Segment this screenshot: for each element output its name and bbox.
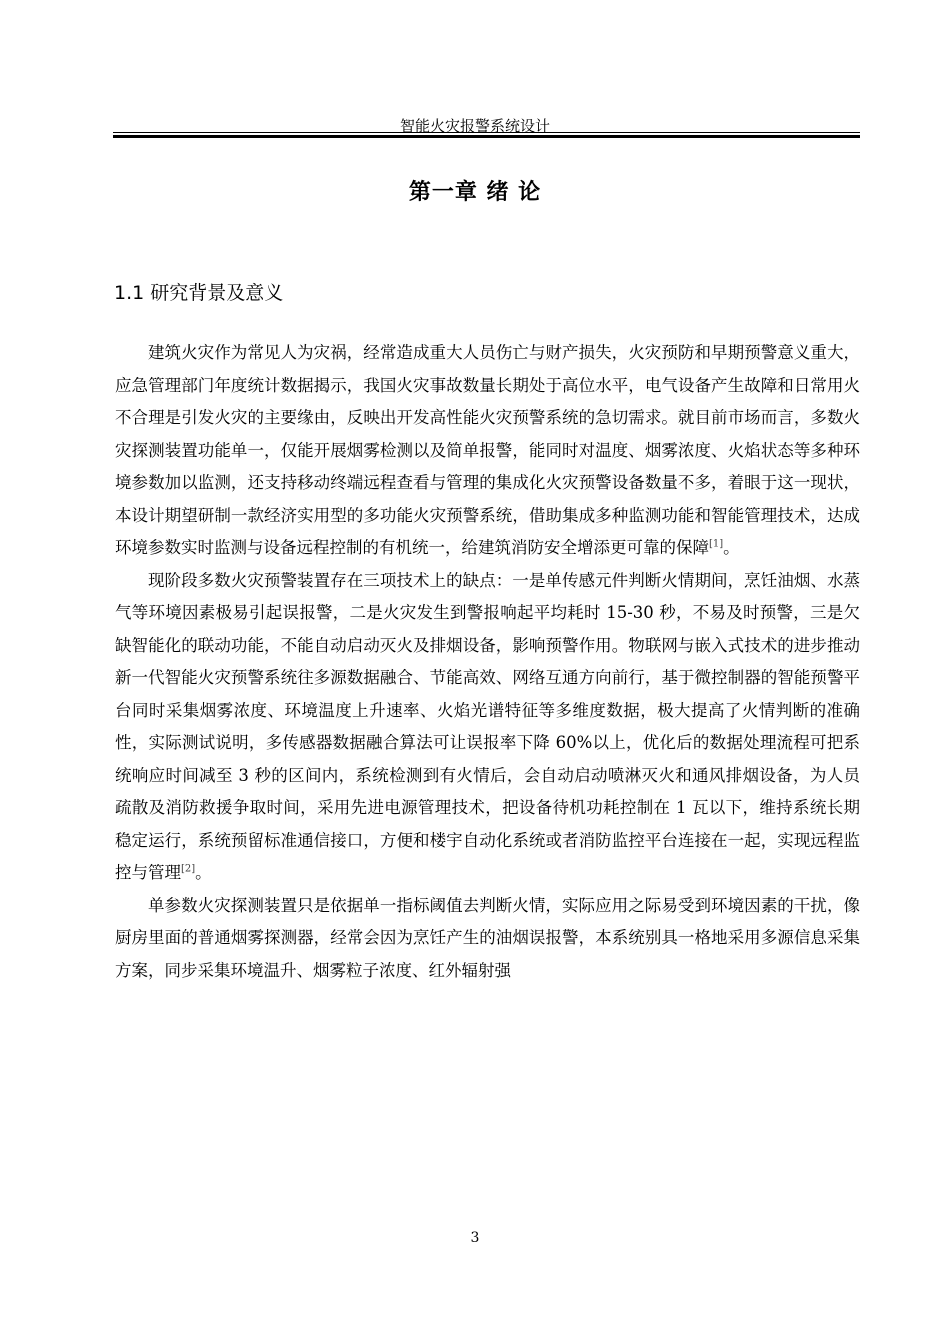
section-title: 1.1 研究背景及意义 bbox=[114, 282, 284, 304]
header-divider-thin bbox=[113, 132, 860, 133]
paragraph bbox=[115, 337, 860, 565]
paragraph-end: 。 bbox=[195, 863, 212, 882]
running-header-title: 智能火灾报警系统设计 bbox=[399, 117, 550, 135]
paragraph-text: 建筑火灾作为常见人为灾祸，经常造成重大人员伤亡与财产损失，火灾预防和早期预警意义重大，应急管理部门年度统计数据揭示，我国火灾事故数量长期处于高位水平，电气设备产生故障和日常用火不合理是引发火灾的主要缘由，反映出开发高性能火灾预警系统的急切需求。就目前市场而言，多数火灾探测装置功能单一，仅能开展烟雾检测以及简单报警，能同时对温度、烟雾浓度、火焰状态等多种环境参数加以监测，还支持移动终端远程查看与管理的集成化火灾预警设备数量不多，着眼于这一现状，本设计期望研制一款经济实用型的多功能火灾预警系统，借助集成多种监测功能和智能管理技术，达成环境参数实时监测与设备远程控制的有机统一，给建筑消防安全增添更可靠的保障 bbox=[115, 343, 860, 557]
page-number: 3 bbox=[470, 1230, 480, 1246]
citation-ref: [2] bbox=[181, 863, 196, 875]
chapter-title: 第一章 绪 论 bbox=[408, 180, 542, 205]
citation-ref: [1] bbox=[709, 538, 724, 550]
header-divider-thick bbox=[113, 135, 860, 138]
paragraph-text: 现阶段多数火灾预警装置存在三项技术上的缺点：一是单传感元件判断火情期间，烹饪油烟、水蒸气等环境因素极易引起误报警，二是火灾发生到警报响起平均耗时 15-30 秒，不易及时预警，三是欠缺智能化的联动功能，不能自动启动灭火及排烟设备，影响预警作用。物联网与嵌入式技术的进步推动新一代智能火灾预警系统往多源数据融合、节能高效、网络互通方向前行，基于微控制器的智能预警平台同时采集烟雾浓度、环境温度上升速率、火焰光谱特征等多维度数据，极大提高了火情判断的准确性，实际测试说明，多传感器数据融合算法可让误报率下降 60%以上，优化后的数据处理流程可把系统响应时间减至 3 秒的区间内，系统检测到有火情后，会自动启动喷淋灭火和通风排烟设备，为人员疏散及消防救援争取时间，采用先进电源管理技术，把设备待机功耗控制在 1 瓦以下，维持系统长期稳定运行，系统预留标准通信接口，方便和楼宇自动化系统或者消防监控平台连接在一起，实现远程监控与管理 bbox=[115, 570, 860, 882]
paragraph bbox=[115, 890, 860, 988]
paragraph-text: 单参数火灾探测装置只是依据单一指标阈值去判断火情，实际应用之际易受到环境因素的干扰，像厨房里面的普通烟雾探测器，经常会因为烹饪产生的油烟误报警，本系统别具一格地采用多源信息采集方案，同步采集环境温升、烟雾粒子浓度、红外辐射强 bbox=[115, 895, 860, 980]
paragraph bbox=[115, 565, 860, 890]
paragraph-end: 。 bbox=[723, 538, 740, 557]
body-text bbox=[115, 337, 860, 987]
